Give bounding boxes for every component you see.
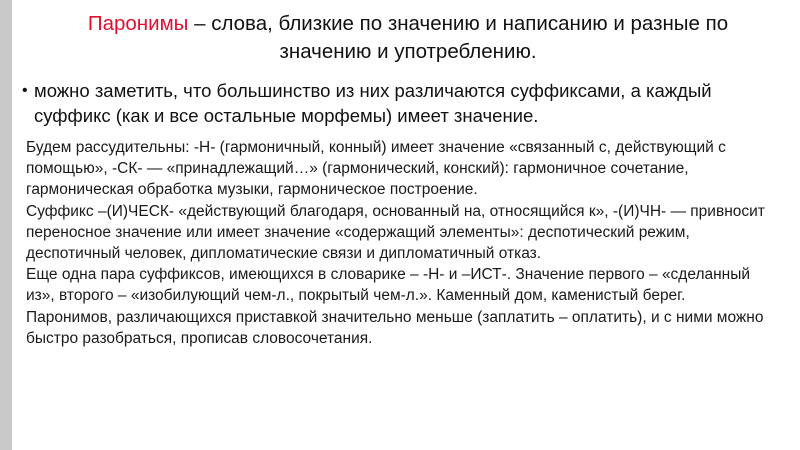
left-decorative-strip [0,0,12,450]
bullet-text: можно заметить, что большинство из них различаются суффиксами, а каждый суффикс (как и все остальные морфемы) имеет значение. [34,80,712,126]
title-term: Паронимы [87,12,189,35]
paragraph-1: Будем рассудительны: -Н- (гармоничный, конный) имеет значение «связанный с, действующий с помощью», -СК- — «принадлежащий…» (гармонический, конский): гармоничное сочетание, гармоническая обработка музыки, гармоническое построение. [26,139,726,199]
title-definition: – слова, близкие по значению и написанию и разные по значению и употреблению. [188,12,729,63]
paragraph-4: Паронимов, различающихся приставкой значительно меньше (заплатить – оплатить), и с ними можно быстро разобраться, прописав словосочетания. [26,308,764,347]
bullet-item [22,78,772,128]
slide-title [58,10,758,66]
bullet-dot-icon: • [22,82,28,99]
paragraph-3: Еще одна пара суффиксов, имеющихся в словарике – -Н- и –ИСТ-. Значение первого – «сделанный из», второго – «изобилующий чем-л., покрытый чем-л.». Каменный дом, каменистый берег. [26,266,751,305]
paragraph-2: Суффикс –(И)ЧЕСК- «действующий благодаря, основанный на, относящийся к», -(И)ЧН- — привносит переносное значение или имеет значение «содержащий элементы»: деспотический режим, деспотичный человек, дипломатические связи и дипломатичный отказ. [26,202,765,263]
body-text [26,137,774,349]
